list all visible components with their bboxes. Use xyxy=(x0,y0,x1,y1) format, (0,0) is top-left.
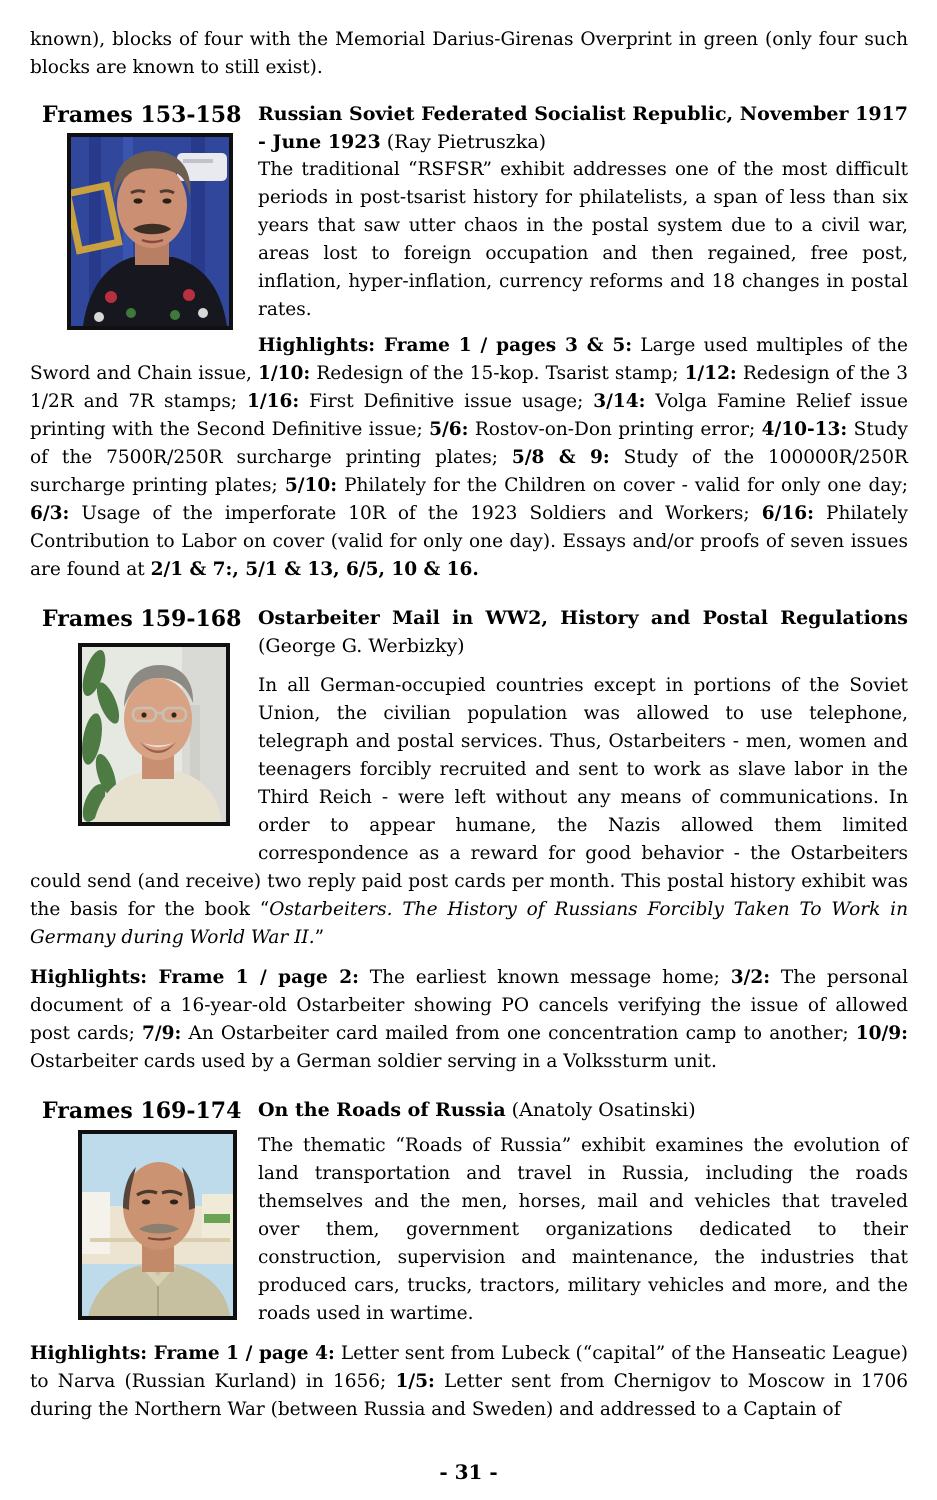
intro-paragraph: known), blocks of four with the Memorial Darius-Girenas Overprint in green (only four such blocks are known to still exist). xyxy=(30,29,908,78)
exhibit-highlights: Highlights: Frame 1 / pages 3 & 5: Large used multiples of the Sword and Chain issue, 1/10: Redesign of the 15-kop. Tsarist stamp; 1/12: Redesign of the 3 1/2R and 7R stamps; 1/16: First Definitive issue usage; 3/14: Volga Famine Relief issue printing with the Second Definitive issue; 5/6: Rostov-on-Don printing error; 4/10-13: Study of the 7500R/250R surcharge printing plates; 5/8 & 9: Study of the 100000R/250R surcharge printing plates; 5/10: Philately for the Children on cover - valid for only one day; 6/3: Usage of the imperforate 10R of the 1923 Soldiers and Workers; 6/16: Philately Contribution to Labor on cover (valid for only one day). Essays and/or proofs of seven issues are found at 2/1 & 7:, 5/1 & 13, 6/5, 10 & 16. xyxy=(30,335,909,580)
exhibit-left-column xyxy=(30,1096,258,1330)
exhibit-highlights: Highlights: Frame 1 / page 4: Letter sent from Lubeck (“capital” of the Hanseatic League) to Narva (Russian Kurland) in 1656; 1/5: Letter sent from Chernigov to Moscow in 1706 during the Northern War (between Russia and Sweden) and addressed to a Captain of xyxy=(30,1343,909,1420)
exhibit-title: On the Roads of Russia (Anatoly Osatinski) xyxy=(258,1099,696,1121)
frames-heading: Frames 169-174 xyxy=(42,1098,242,1124)
exhibit-description: The thematic “Roads of Russia” exhibit examines the evolution of land transportation and travel in Russia, including the roads themselves and the men, horses, mail and vehicles that traveled over them, government organizations dedicated to their construction, supervision and maintenance, the industries that produced cars, trucks, tractors, military vehicles and more, and the roads used in wartime. xyxy=(258,1135,908,1324)
exhibit-left-column xyxy=(30,100,258,330)
frames-heading: Frames 159-168 xyxy=(42,606,242,632)
exhibitor-portrait-image xyxy=(82,1134,233,1316)
exhibitor-photo-ray-pietruszka xyxy=(67,133,233,330)
exhibit-description: The traditional “RSFSR” exhibit addresses one of the most difficult periods in post-tsarist history for philatelists, a span of less than six years that saw utter chaos in the postal system due to a civil war, areas lost to foreign occupation and then regained, free post, inflation, hyper-inflation, currency reforms and 18 changes in postal rates. xyxy=(258,159,908,320)
exhibit-description: In all German-occupied countries except in portions of the Soviet Union, the civilian population was allowed to use telephone, telegraph and postal services. Thus, Ostarbeiters - men, women and teenagers forcibly recruited and sent to work as slave labor in the Third Reich - were left without any means of communications. In order to appear humane, the Nazis allowed them limited correspondence as a reward for good behavior - the Ostarbeiters could send (and receive) two reply paid post cards per month. This postal history exhibit was the basis for the book “Ostarbeiters. The History of Russians Forcibly Taken To Work in Germany during World War II.” xyxy=(30,675,908,948)
exhibit-entry-169-174 xyxy=(30,1096,908,1424)
exhibit-title: Ostarbeiter Mail in WW2, History and Postal Regulations (George G. Werbizky) xyxy=(258,607,908,657)
frames-heading: Frames 153-158 xyxy=(42,102,242,128)
exhibitor-photo-anatoly-osatinski xyxy=(78,1130,237,1320)
exhibit-entry-159-168 xyxy=(30,604,908,1076)
exhibitor-portrait-image xyxy=(82,647,226,822)
exhibit-entry-153-158 xyxy=(30,100,908,584)
exhibit-title: Russian Soviet Federated Socialist Republic, November 1917 - June 1923 (Ray Pietruszka) xyxy=(258,103,908,153)
exhibit-left-column xyxy=(30,604,258,844)
page-number: - 31 - xyxy=(439,1460,498,1484)
exhibitor-portrait-image xyxy=(71,137,229,326)
exhibit-highlights: Highlights: Frame 1 / page 2: The earliest known message home; 3/2: The personal document of a 16-year-old Ostarbeiter showing PO cancels verifying the issue of allowed post cards; 7/9: An Ostarbeiter card mailed from one concentration camp to another; 10/9: Ostarbeiter cards used by a German soldier serving in a Volkssturm unit. xyxy=(30,967,909,1072)
exhibitor-photo-george-werbizky xyxy=(78,643,230,826)
